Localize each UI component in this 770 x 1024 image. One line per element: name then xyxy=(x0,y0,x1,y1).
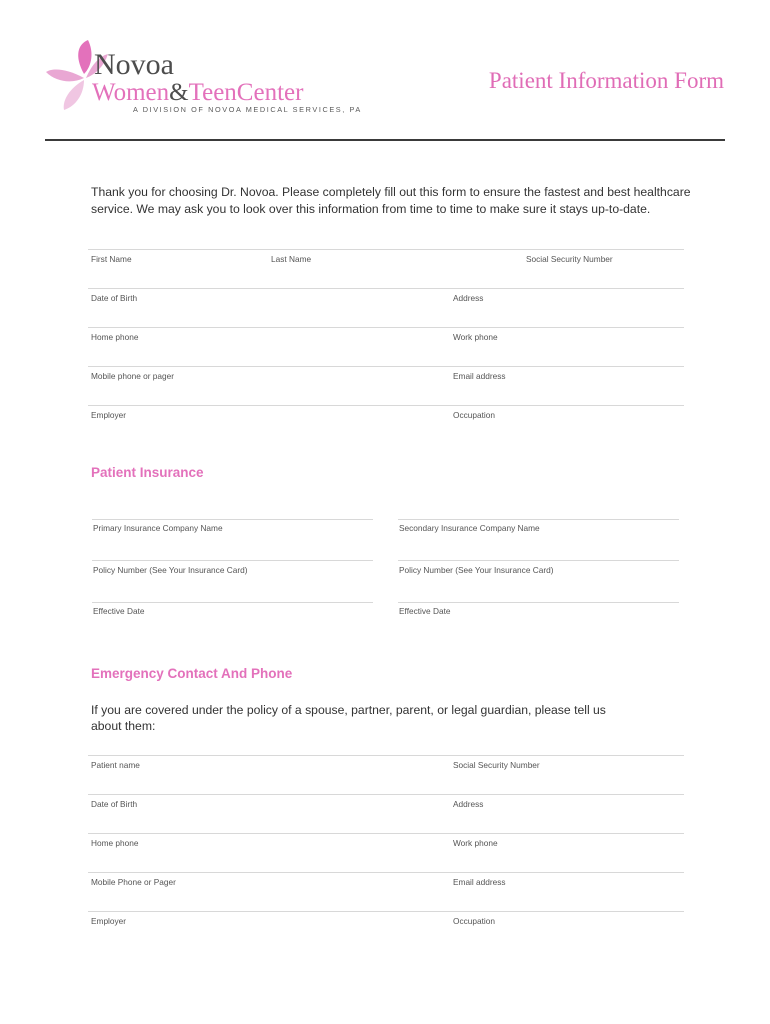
intro-text: Thank you for choosing Dr. Novoa. Please completely fill out this form to ensure the fastest and best healthcare service. We may ask you to look over this information from time to time to make sure it stays up-to-date. xyxy=(91,185,691,216)
field-divider xyxy=(88,288,684,289)
primary-effective-date-field[interactable]: Effective Date xyxy=(93,606,145,616)
field-divider xyxy=(88,911,684,912)
field-divider xyxy=(398,602,679,603)
emergency-address-field[interactable]: Address xyxy=(453,799,484,809)
secondary-effective-date-field[interactable]: Effective Date xyxy=(399,606,451,616)
mobile-field[interactable]: Mobile phone or pager xyxy=(91,371,175,381)
address-field[interactable]: Address xyxy=(453,293,484,303)
occupation-field[interactable]: Occupation xyxy=(453,410,495,420)
field-divider xyxy=(88,327,684,328)
primary-insurance-field[interactable]: Primary Insurance Company Name xyxy=(93,523,223,533)
emergency-section-title: Emergency Contact And Phone xyxy=(91,666,293,681)
home-phone-field[interactable]: Home phone xyxy=(91,332,139,342)
primary-policy-field[interactable]: Policy Number (See Your Insurance Card) xyxy=(93,565,248,575)
field-divider xyxy=(88,405,684,406)
ssn-field[interactable]: Social Security Number xyxy=(526,254,613,264)
logo-division: A DIVISION OF NOVOA MEDICAL SERVICES, PA xyxy=(133,105,362,114)
field-divider xyxy=(398,560,679,561)
logo-name: Novoa xyxy=(94,48,174,81)
logo-subtitle xyxy=(92,80,303,105)
field-divider xyxy=(88,249,684,250)
emergency-dob-field[interactable]: Date of Birth xyxy=(91,799,138,809)
dob-field[interactable]: Date of Birth xyxy=(91,293,138,303)
logo-subtitle-women: Women xyxy=(92,79,170,106)
field-divider xyxy=(88,833,684,834)
last-name-field[interactable]: Last Name xyxy=(271,254,312,264)
logo-subtitle-center: TeenCenter xyxy=(188,79,304,106)
work-phone-field[interactable]: Work phone xyxy=(453,332,498,342)
emergency-mobile-field[interactable]: Mobile Phone or Pager xyxy=(91,877,176,887)
secondary-policy-field[interactable]: Policy Number (See Your Insurance Card) xyxy=(399,565,554,575)
employer-field[interactable]: Employer xyxy=(91,410,127,420)
secondary-insurance-field[interactable]: Secondary Insurance Company Name xyxy=(399,523,540,533)
field-divider xyxy=(92,560,373,561)
emergency-email-field[interactable]: Email address xyxy=(453,877,506,887)
first-name-field[interactable]: First Name xyxy=(91,254,132,264)
field-divider xyxy=(398,519,679,520)
field-divider xyxy=(88,794,684,795)
field-divider xyxy=(88,755,684,756)
logo-subtitle-amp: & xyxy=(169,79,189,106)
emergency-work-phone-field[interactable]: Work phone xyxy=(453,838,498,848)
emergency-paragraph: If you are covered under the policy of a spouse, partner, parent, or legal guardian, please tell us about them: xyxy=(91,703,606,733)
patient-name-field[interactable]: Patient name xyxy=(91,760,140,770)
emergency-ssn-field[interactable]: Social Security Number xyxy=(453,760,540,770)
email-field[interactable]: Email address xyxy=(453,371,506,381)
form-title: Patient Information Form xyxy=(488,68,724,93)
field-divider xyxy=(88,366,684,367)
header-divider xyxy=(45,139,725,141)
insurance-section-title: Patient Insurance xyxy=(91,465,204,480)
field-divider xyxy=(92,602,373,603)
field-divider xyxy=(92,519,373,520)
field-divider xyxy=(88,872,684,873)
emergency-employer-field[interactable]: Employer xyxy=(91,916,127,926)
emergency-home-phone-field[interactable]: Home phone xyxy=(91,838,139,848)
emergency-occupation-field[interactable]: Occupation xyxy=(453,916,495,926)
